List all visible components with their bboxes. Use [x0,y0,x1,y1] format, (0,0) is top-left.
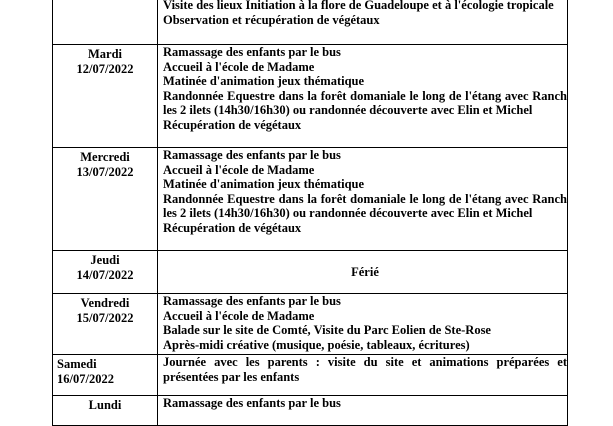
activity-line: Après-midi créative (musique, poésie, tableaux, écritures) [163,337,470,352]
table-row [53,251,568,294]
activities-cell [158,294,568,355]
table-row [53,0,568,45]
table-row [53,45,568,148]
activities-cell [158,396,568,426]
activity-line: Récupération de végétaux [163,117,302,132]
activity-line: Accueil à l'école de Madame [163,308,315,323]
day-cell [53,396,158,426]
activity-line: Journée avec les parents : visite du site et animations préparées et présentées par les enfants [163,355,567,384]
day-date: 12/07/2022 [76,61,134,76]
day-name: Samedi [57,357,97,371]
day-date: 16/07/2022 [57,371,114,386]
activities-cell [158,45,568,148]
day-date: 13/07/2022 [76,164,134,179]
activity-line: Accueil à l'école de Madame [163,59,315,74]
table-row [53,294,568,355]
activities-cell [158,148,568,251]
day-name: Jeudi [90,253,120,267]
day-name: Lundi [88,398,122,412]
day-cell [53,294,158,355]
day-date: 15/07/2022 [76,310,134,325]
day-cell [53,148,158,251]
day-date: 14/07/2022 [76,267,134,282]
schedule-table [52,0,568,426]
day-name: Mardi [87,47,123,61]
day-name: Mercredi [80,150,130,164]
day-cell [53,251,158,294]
activity-line: Ramassage des enfants par le bus [163,148,341,162]
activity-line: Matinée d'animation jeux thématique [163,177,365,191]
activity-line: Visite des lieux Initiation à la flore de Guadeloupe et à l'écologie tropicale [163,0,554,12]
activity-line: Observation et récupération de végétaux [163,12,380,27]
activities-cell [158,251,568,294]
activity-line: Randonnée Equestre dans la forêt domaniale le long de l'étang avec Ranch les 2 ilets (14h30/16h30) ou randonnée découverte avec Elin et Michel [163,191,567,220]
activity-line: Matinée d'animation jeux thématique [163,74,365,88]
day-name: Vendredi [80,296,130,310]
table-row [53,148,568,251]
activities-cell [158,355,568,396]
activity-line: Accueil à l'école de Madame [163,162,315,177]
table-row [53,396,568,426]
activity-line: Randonnée Equestre dans la forêt domaniale le long de l'étang avec Ranch les 2 ilets (14h30/16h30) ou randonnée découverte avec Elin et Michel [163,88,567,117]
table-row [53,355,568,396]
activity-line: Ramassage des enfants par le bus [163,396,341,410]
activity-line: Ramassage des enfants par le bus [163,45,341,59]
day-cell [53,355,158,396]
holiday-label: Férié [351,264,379,279]
activities-cell [158,0,568,45]
day-cell [53,0,158,45]
activity-line: Balade sur le site de Comté, Visite du Parc Eolien de Ste-Rose [163,323,491,337]
activity-line: Récupération de végétaux [163,220,302,235]
day-cell [53,45,158,148]
activity-line: Ramassage des enfants par le bus [163,294,341,308]
